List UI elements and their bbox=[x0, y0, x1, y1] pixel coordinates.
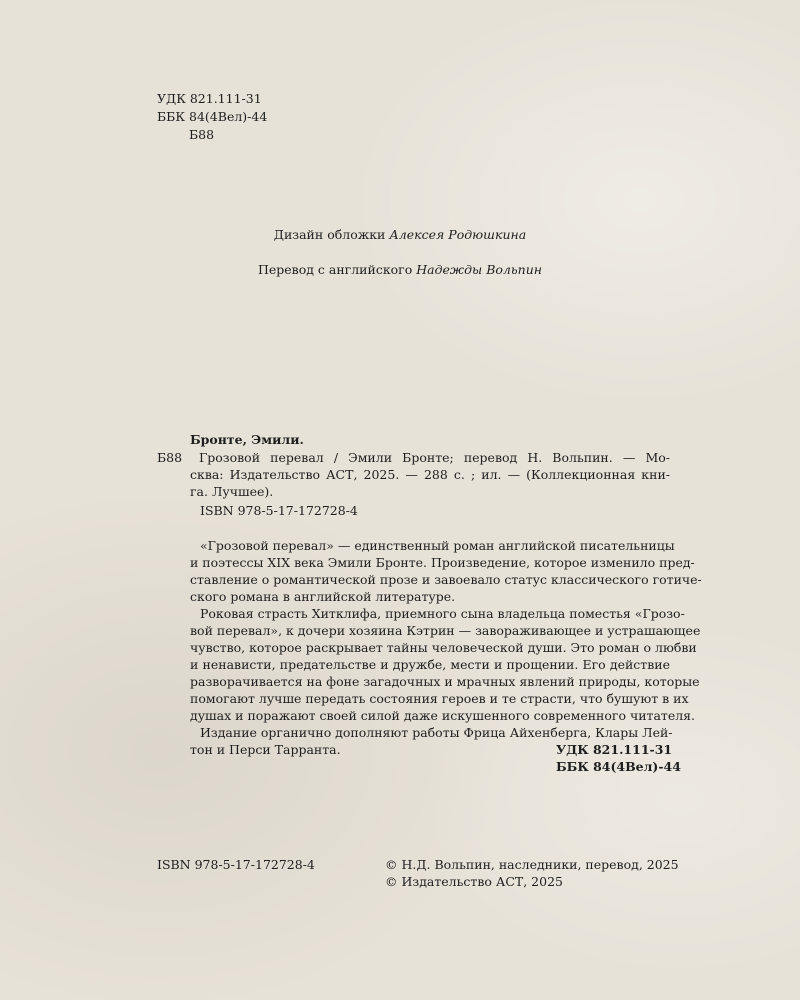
cover-credit-prefix: Дизайн обложки bbox=[273, 227, 386, 242]
catalog-isbn: ISBN 978-5-17-172728-4 bbox=[200, 503, 358, 518]
translation-credit-prefix: Перевод с английского bbox=[257, 262, 413, 277]
annotation-line: и поэтессы XIX века Эмили Бронте. Произведение, которое изменило пред- bbox=[190, 555, 695, 570]
annotation-line: тон и Перси Тарранта. bbox=[190, 742, 341, 757]
catalog-line: га. Лучшее). bbox=[190, 484, 274, 499]
udk-code: УДК 821.111-31 bbox=[157, 91, 262, 106]
bbk-code: ББК 84(4Вел)-44 bbox=[157, 109, 268, 124]
catalog-mark: Б88 bbox=[157, 450, 183, 465]
annotation-line: ского романа в английской литературе. bbox=[190, 589, 456, 604]
annotation-line: помогают лучше передать состояния героев и те страсти, что бушуют в их bbox=[190, 691, 689, 706]
copyright-publisher: © Издательство АСТ, 2025 bbox=[385, 874, 563, 889]
annotation-line: ставление о романтической прозе и завоевало статус классического готиче- bbox=[190, 572, 702, 587]
cover-credit bbox=[0, 226, 800, 243]
annotation-line: вой перевал», к дочери хозяина Кэтрин — завораживающее и устрашающее bbox=[190, 623, 701, 638]
bbk-code-bottom: ББК 84(4Вел)-44 bbox=[556, 759, 681, 774]
annotation-line: и ненависти, предательстве и дружбе, мести и прощении. Его действие bbox=[190, 657, 670, 672]
translation-credit bbox=[0, 261, 800, 278]
annotation-line: Роковая страсть Хитклифа, приемного сына владельца поместья «Грозо- bbox=[200, 606, 685, 621]
footer-isbn: ISBN 978-5-17-172728-4 bbox=[157, 857, 315, 872]
translation-credit-name: Надежды Вольпин bbox=[416, 262, 543, 277]
annotation-line: Издание органично дополняют работы Фрица Айхенберга, Клары Лей- bbox=[200, 725, 673, 740]
annotation-line: разворачивается на фоне загадочных и мрачных явлений природы, которые bbox=[190, 674, 700, 689]
catalog-description bbox=[190, 449, 670, 500]
catalog-line: Грозовой перевал / Эмили Бронте; перевод Н. Вольпин. — Мо- bbox=[199, 450, 670, 465]
cover-credit-name: Алексея Родюшкина bbox=[389, 227, 527, 242]
catalog-heading: Бронте, Эмили. bbox=[190, 432, 304, 447]
catalog-line: сква: Издательство АСТ, 2025. — 288 с. ; ил. — (Коллекционная кни- bbox=[190, 467, 670, 482]
copyright-translation: © Н.Д. Вольпин, наследники, перевод, 2025 bbox=[385, 857, 679, 872]
annotation-line: «Грозовой перевал» — единственный роман английской писательницы bbox=[200, 538, 675, 553]
udk-code-bottom: УДК 821.111-31 bbox=[556, 742, 673, 757]
annotation-line: душах и поражают своей силой даже искушенного современного читателя. bbox=[190, 708, 696, 723]
annotation-line: чувство, которое раскрывает тайны человеческой души. Это роман о любви bbox=[190, 640, 697, 655]
author-mark: Б88 bbox=[189, 127, 215, 142]
annotation bbox=[190, 537, 702, 758]
